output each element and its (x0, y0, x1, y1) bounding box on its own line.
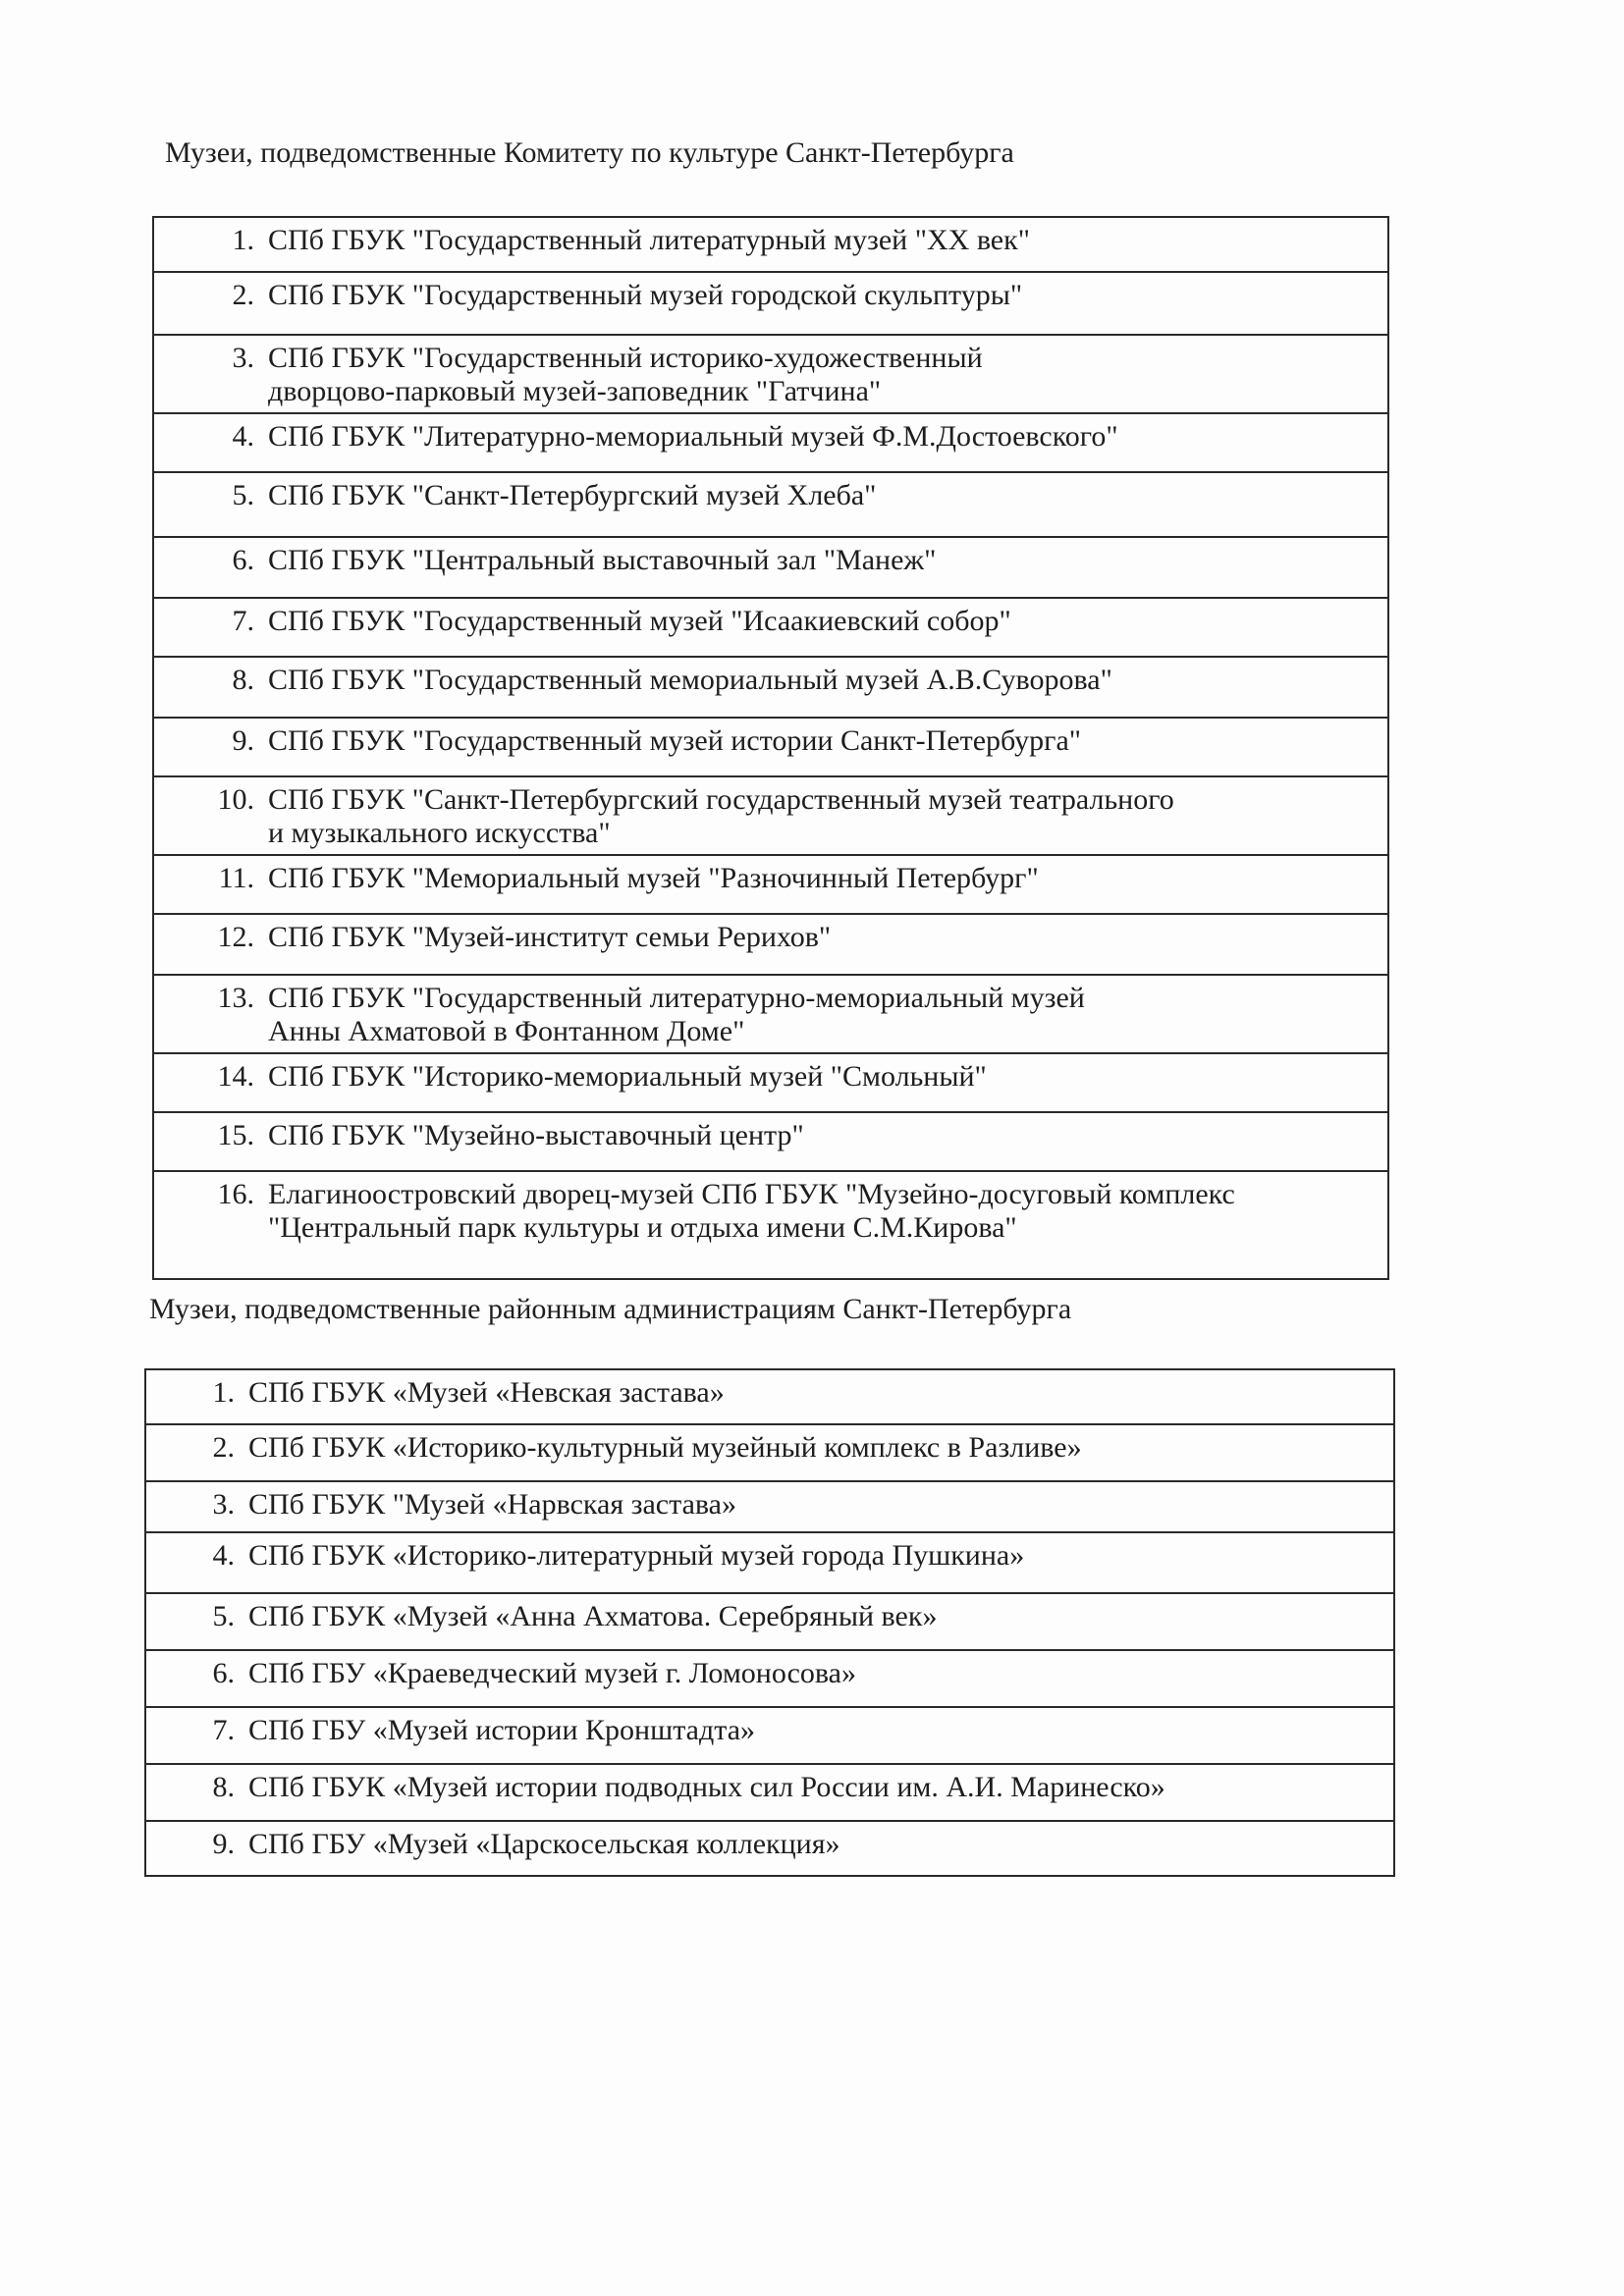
item-text: СПб ГБУК «Музей «Анна Ахматова. Серебряный век» (248, 1600, 938, 1632)
item-number: 1. (212, 1376, 235, 1409)
item-text: СПб ГБУ «Музей «Царскосельская коллекция» (248, 1828, 840, 1860)
table-row (153, 413, 1388, 472)
table-row (153, 1171, 1388, 1279)
item-number: 7. (232, 605, 254, 637)
item-text: СПб ГБУК "Музейно-выставочный центр" (268, 1119, 804, 1151)
item-text: СПб ГБУК "Государственный историко-художественный дворцово-парковый музей-заповедник "Гатчина" (268, 342, 983, 407)
table-row (145, 1593, 1394, 1650)
item-text: СПб ГБУК «Историко-культурный музейный комплекс в Разливе» (248, 1431, 1082, 1464)
table-row (153, 1053, 1388, 1112)
item-number: 8. (232, 664, 254, 696)
item-text: СПб ГБУК "Государственный музей "Исаакиевский собор" (268, 605, 1011, 637)
item-number: 3. (232, 342, 254, 374)
item-number: 11. (218, 862, 254, 894)
item-text: Елагиноостровский дворец-музей СПб ГБУК "Музейно-досуговый комплекс "Центральный парк культуры и отдыха имени С.М.Кирова" (268, 1178, 1235, 1244)
item-number: 10. (217, 783, 254, 816)
item-number: 15. (217, 1119, 254, 1151)
item-number: 6. (232, 544, 254, 576)
item-text: СПб ГБУК "Государственный музей городской скульптуры" (268, 279, 1023, 311)
item-number: 16. (217, 1178, 254, 1210)
item-text: СПб ГБУК "Центральный выставочный зал "Манеж" (268, 544, 937, 576)
section-2-heading: Музеи, подведомственные районным администрациям Санкт-Петербурга (149, 1293, 1072, 1325)
item-text: СПб ГБУК "Мемориальный музей "Разночинный Петербург" (268, 862, 1039, 894)
item-text: СПб ГБУК «Историко-литературный музей города Пушкина» (248, 1539, 1025, 1572)
table-row (153, 914, 1388, 975)
item-text: СПб ГБУ «Краеведческий музей г. Ломоносова» (248, 1657, 856, 1689)
item-number: 12. (217, 921, 254, 953)
museum-list-table-districts (144, 1368, 1395, 1877)
table-row (145, 1532, 1394, 1593)
table-row (145, 1481, 1394, 1532)
table-row (153, 657, 1388, 718)
table-row (153, 217, 1388, 272)
table-row (153, 776, 1388, 855)
table-row (153, 537, 1388, 598)
item-number: 14. (217, 1060, 254, 1093)
item-number: 6. (212, 1657, 235, 1689)
item-number: 9. (212, 1828, 235, 1860)
section-1-heading: Музеи, подведомственные Комитету по культуре Санкт-Петербурга (165, 136, 1014, 169)
item-text: СПб ГБУК "Санкт-Петербургский музей Хлеба" (268, 479, 877, 511)
item-number: 5. (232, 479, 254, 511)
item-number: 4. (232, 420, 254, 453)
table-row (145, 1650, 1394, 1707)
table-row (153, 855, 1388, 914)
item-text: СПб ГБУК «Музей «Невская застава» (248, 1376, 725, 1409)
item-text: СПб ГБУК "Музей-институт семьи Рерихов" (268, 921, 832, 953)
item-text: СПб ГБУК "Государственный литературный музей "XX век" (268, 224, 1030, 256)
item-number: 5. (212, 1600, 235, 1632)
table-row (153, 335, 1388, 413)
table-row (153, 1112, 1388, 1171)
item-number: 1. (232, 224, 254, 256)
item-number: 7. (212, 1714, 235, 1746)
table-row (145, 1424, 1394, 1481)
item-number: 4. (212, 1539, 235, 1572)
table-row (145, 1764, 1394, 1821)
item-number: 13. (217, 982, 254, 1014)
item-number: 8. (212, 1771, 235, 1803)
table-row (145, 1707, 1394, 1764)
item-number: 9. (232, 724, 254, 757)
table-row (153, 472, 1388, 537)
item-text: СПб ГБУК «Музей истории подводных сил России им. А.И. Маринеско» (248, 1771, 1165, 1803)
table-row (153, 272, 1388, 335)
item-text: СПб ГБУК "Историко-мемориальный музей "Смольный" (268, 1060, 987, 1093)
item-text: СПб ГБУ «Музей истории Кронштадта» (248, 1714, 756, 1746)
museum-list-table-committee (152, 216, 1389, 1280)
table-row (153, 598, 1388, 657)
table-row (153, 975, 1388, 1053)
table-row (145, 1369, 1394, 1424)
item-number: 3. (212, 1488, 235, 1521)
item-number: 2. (232, 279, 254, 311)
item-text: СПб ГБУК "Государственный мемориальный музей А.В.Суворова" (268, 664, 1112, 696)
item-text: СПб ГБУК "Государственный литературно-мемориальный музей Анны Ахматовой в Фонтанном Доме" (268, 982, 1085, 1047)
item-text: СПб ГБУК "Музей «Нарвская застава» (248, 1488, 736, 1521)
item-text: СПб ГБУК "Санкт-Петербургский государственный музей театрального и музыкального искусства" (268, 783, 1174, 849)
table-row (153, 718, 1388, 776)
table-row (145, 1821, 1394, 1876)
item-text: СПб ГБУК "Литературно-мемориальный музей Ф.М.Достоевского" (268, 420, 1118, 453)
item-number: 2. (212, 1431, 235, 1464)
item-text: СПб ГБУК "Государственный музей истории Санкт-Петербурга" (268, 724, 1082, 757)
